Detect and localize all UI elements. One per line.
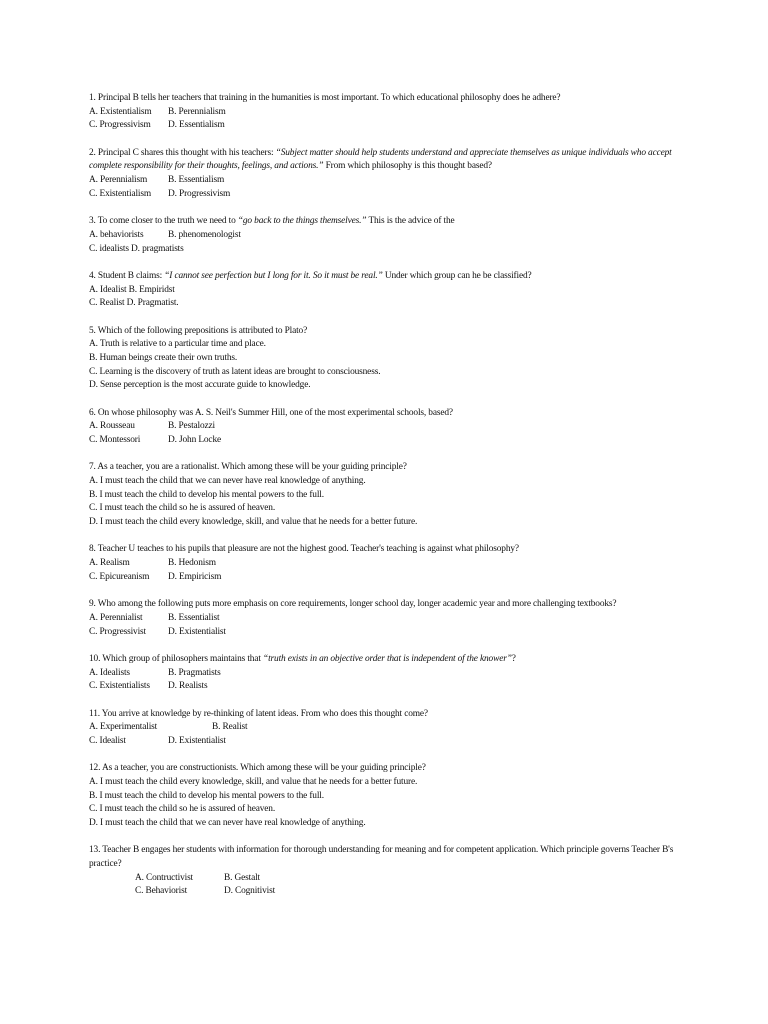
option-row xyxy=(89,420,679,434)
option-c: C. Learning is the discovery of truth as latent ideas are brought to consciousness. xyxy=(89,366,381,377)
option-row xyxy=(89,721,679,735)
option-d: D. Cognitivist xyxy=(224,886,276,897)
question-stem: 1. Principal B tells her teachers that training in the humanities is most important. To which educational philosophy does he adhere? xyxy=(89,93,561,103)
option-a: A. Truth is relative to a particular time and place. xyxy=(89,339,266,350)
question-stem xyxy=(89,653,679,667)
question-8 xyxy=(89,543,679,584)
question-12 xyxy=(89,762,679,831)
option-a: A. behaviorists xyxy=(89,229,144,240)
question-stem xyxy=(89,147,679,174)
question-stem: 9. Who among the following puts more emphasis on core requirements, longer school day, longer academic year and more challenging textbooks? xyxy=(89,599,617,610)
option-row xyxy=(89,872,679,886)
option-row xyxy=(89,571,679,585)
document-page xyxy=(89,92,679,913)
option-a: A. I must teach the child that we can never have real knowledge of anything. xyxy=(89,476,366,487)
question-stem: 8. Teacher U teaches to his pupils that pleasure are not the highest good. Teacher's teaching is against what philosophy? xyxy=(89,544,519,555)
question-7 xyxy=(89,461,679,530)
option-c: C. Existentialists xyxy=(89,681,150,692)
option-c: C. Idealist xyxy=(89,735,126,746)
option-b: B. Essentialism xyxy=(168,175,225,186)
question-stem xyxy=(89,270,679,284)
question-9 xyxy=(89,598,679,639)
option-a: A. Realism xyxy=(89,558,130,569)
option-d: D. I must teach the child that we can never have real knowledge of anything. xyxy=(89,818,366,829)
option-row xyxy=(89,119,679,133)
option-b: B. Perennialism xyxy=(168,106,226,117)
option-d: D. Empiricism xyxy=(168,571,222,582)
question-stem xyxy=(89,215,679,229)
question-13 xyxy=(89,844,679,899)
stem-quote: “truth exists in an objective order that is independent of the knower” xyxy=(263,653,512,664)
option-d: D. Essentialism xyxy=(168,120,225,131)
option-a: A. Rousseau xyxy=(89,421,135,432)
option-b: B. Realist xyxy=(212,722,248,733)
option-c: C. I must teach the child so he is assured of heaven. xyxy=(89,503,276,514)
option-c: C. Existentialism xyxy=(89,188,152,199)
question-6 xyxy=(89,407,679,448)
option-row xyxy=(89,434,679,448)
option-a: A. Perennialism xyxy=(89,175,148,186)
stem-text: ? xyxy=(511,653,516,664)
question-stem: 5. Which of the following prepositions is attributed to Plato? xyxy=(89,325,308,336)
stem-text: From which philosophy is this thought based? xyxy=(323,161,492,172)
option-d: D. John Locke xyxy=(168,435,221,446)
option-a: A. I must teach the child every knowledge, skill, and value that he needs for a better future. xyxy=(89,776,418,787)
option-row xyxy=(89,626,679,640)
option-a: A. Contructivist xyxy=(135,872,194,883)
question-11 xyxy=(89,708,679,749)
question-3 xyxy=(89,215,679,256)
option-b: B. phenomenologist xyxy=(168,229,241,240)
option-d: D. Progressivism xyxy=(168,188,231,199)
option-row xyxy=(89,557,679,571)
stem-text: 10. Which group of philosophers maintains that xyxy=(89,653,264,664)
option-row xyxy=(89,229,679,243)
option-b: B. I must teach the child to develop his mental powers to the full. xyxy=(89,489,324,500)
option-row: C. Realist D. Pragmatist. xyxy=(89,298,179,309)
stem-text: Under which group can he be classified? xyxy=(382,270,532,281)
option-b: B. Pestalozzi xyxy=(168,421,215,432)
option-row xyxy=(89,612,679,626)
stem-text: 3. To come closer to the truth we need to xyxy=(89,216,238,227)
option-d: D. Existentialist xyxy=(168,735,226,746)
option-d: D. I must teach the child every knowledge, skill, and value that he needs for a better future. xyxy=(89,517,418,528)
option-b: B. Essentialist xyxy=(168,612,220,623)
question-1 xyxy=(89,92,679,133)
question-stem: 12. As a teacher, you are constructionists. Which among these will be your guiding principle? xyxy=(89,763,426,774)
option-row xyxy=(89,680,679,694)
stem-text: 2. Principal C shares this thought with his teachers: xyxy=(89,147,276,158)
option-row xyxy=(89,188,679,202)
stem-quote: “I cannot see perfection but I long for it. So it must be real.” xyxy=(164,270,383,281)
option-row xyxy=(89,667,679,681)
option-row xyxy=(89,174,679,188)
question-stem: 11. You arrive at knowledge by re-thinking of latent ideas. From who does this thought come? xyxy=(89,708,428,719)
stem-text: 4. Student B claims: xyxy=(89,270,165,281)
option-row xyxy=(89,106,679,120)
option-a: A. Idealists xyxy=(89,667,130,678)
option-row xyxy=(89,885,679,899)
stem-text: This is the advice of the xyxy=(366,216,455,227)
option-b: B. Pragmatists xyxy=(168,667,221,678)
option-row: C. idealists D. pragmatists xyxy=(89,243,184,254)
question-stem: 6. On whose philosophy was A. S. Neil's Summer Hill, one of the most experimental schools, based? xyxy=(89,407,453,418)
option-b: B. Gestalt xyxy=(224,872,260,883)
option-d: D. Realists xyxy=(168,681,208,692)
stem-quote: “go back to the things themselves.” xyxy=(237,216,367,227)
option-a: A. Perennialist xyxy=(89,612,143,623)
option-d: D. Sense perception is the most accurate guide to knowledge. xyxy=(89,380,311,391)
question-10 xyxy=(89,653,679,694)
option-row xyxy=(89,735,679,749)
option-c: C. I must teach the child so he is assured of heaven. xyxy=(89,804,276,815)
option-c: C. Progressivist xyxy=(89,626,146,637)
question-5 xyxy=(89,325,679,394)
option-a: A. Experimentalist xyxy=(89,722,158,733)
option-c: C. Progressivism xyxy=(89,120,151,131)
stem-quote: “Subject matter should help students understand and appreciate themselves as unique individuals who accept complete responsibility for their thoughts, feelings, and actions.” xyxy=(89,147,672,172)
question-2 xyxy=(89,147,679,202)
option-b: B. I must teach the child to develop his mental powers to the full. xyxy=(89,790,324,801)
option-d: D. Existentialist xyxy=(168,626,226,637)
option-b: B. Hedonism xyxy=(168,558,216,569)
option-a: A. Existentialism xyxy=(89,106,152,117)
option-b: B. Human beings create their own truths. xyxy=(89,352,238,363)
option-c: C. Behaviorist xyxy=(135,886,188,897)
question-stem: 13. Teacher B engages her students with information for thorough understanding for meaning and for competent application. Which principle governs Teacher B's practice? xyxy=(89,845,674,870)
question-4 xyxy=(89,270,679,311)
option-c: C. Montessori xyxy=(89,435,141,446)
option-row: A. Idealist B. Empiridst xyxy=(89,284,175,295)
option-c: C. Epicureanism xyxy=(89,571,150,582)
question-stem: 7. As a teacher, you are a rationalist. Which among these will be your guiding principle? xyxy=(89,462,407,473)
